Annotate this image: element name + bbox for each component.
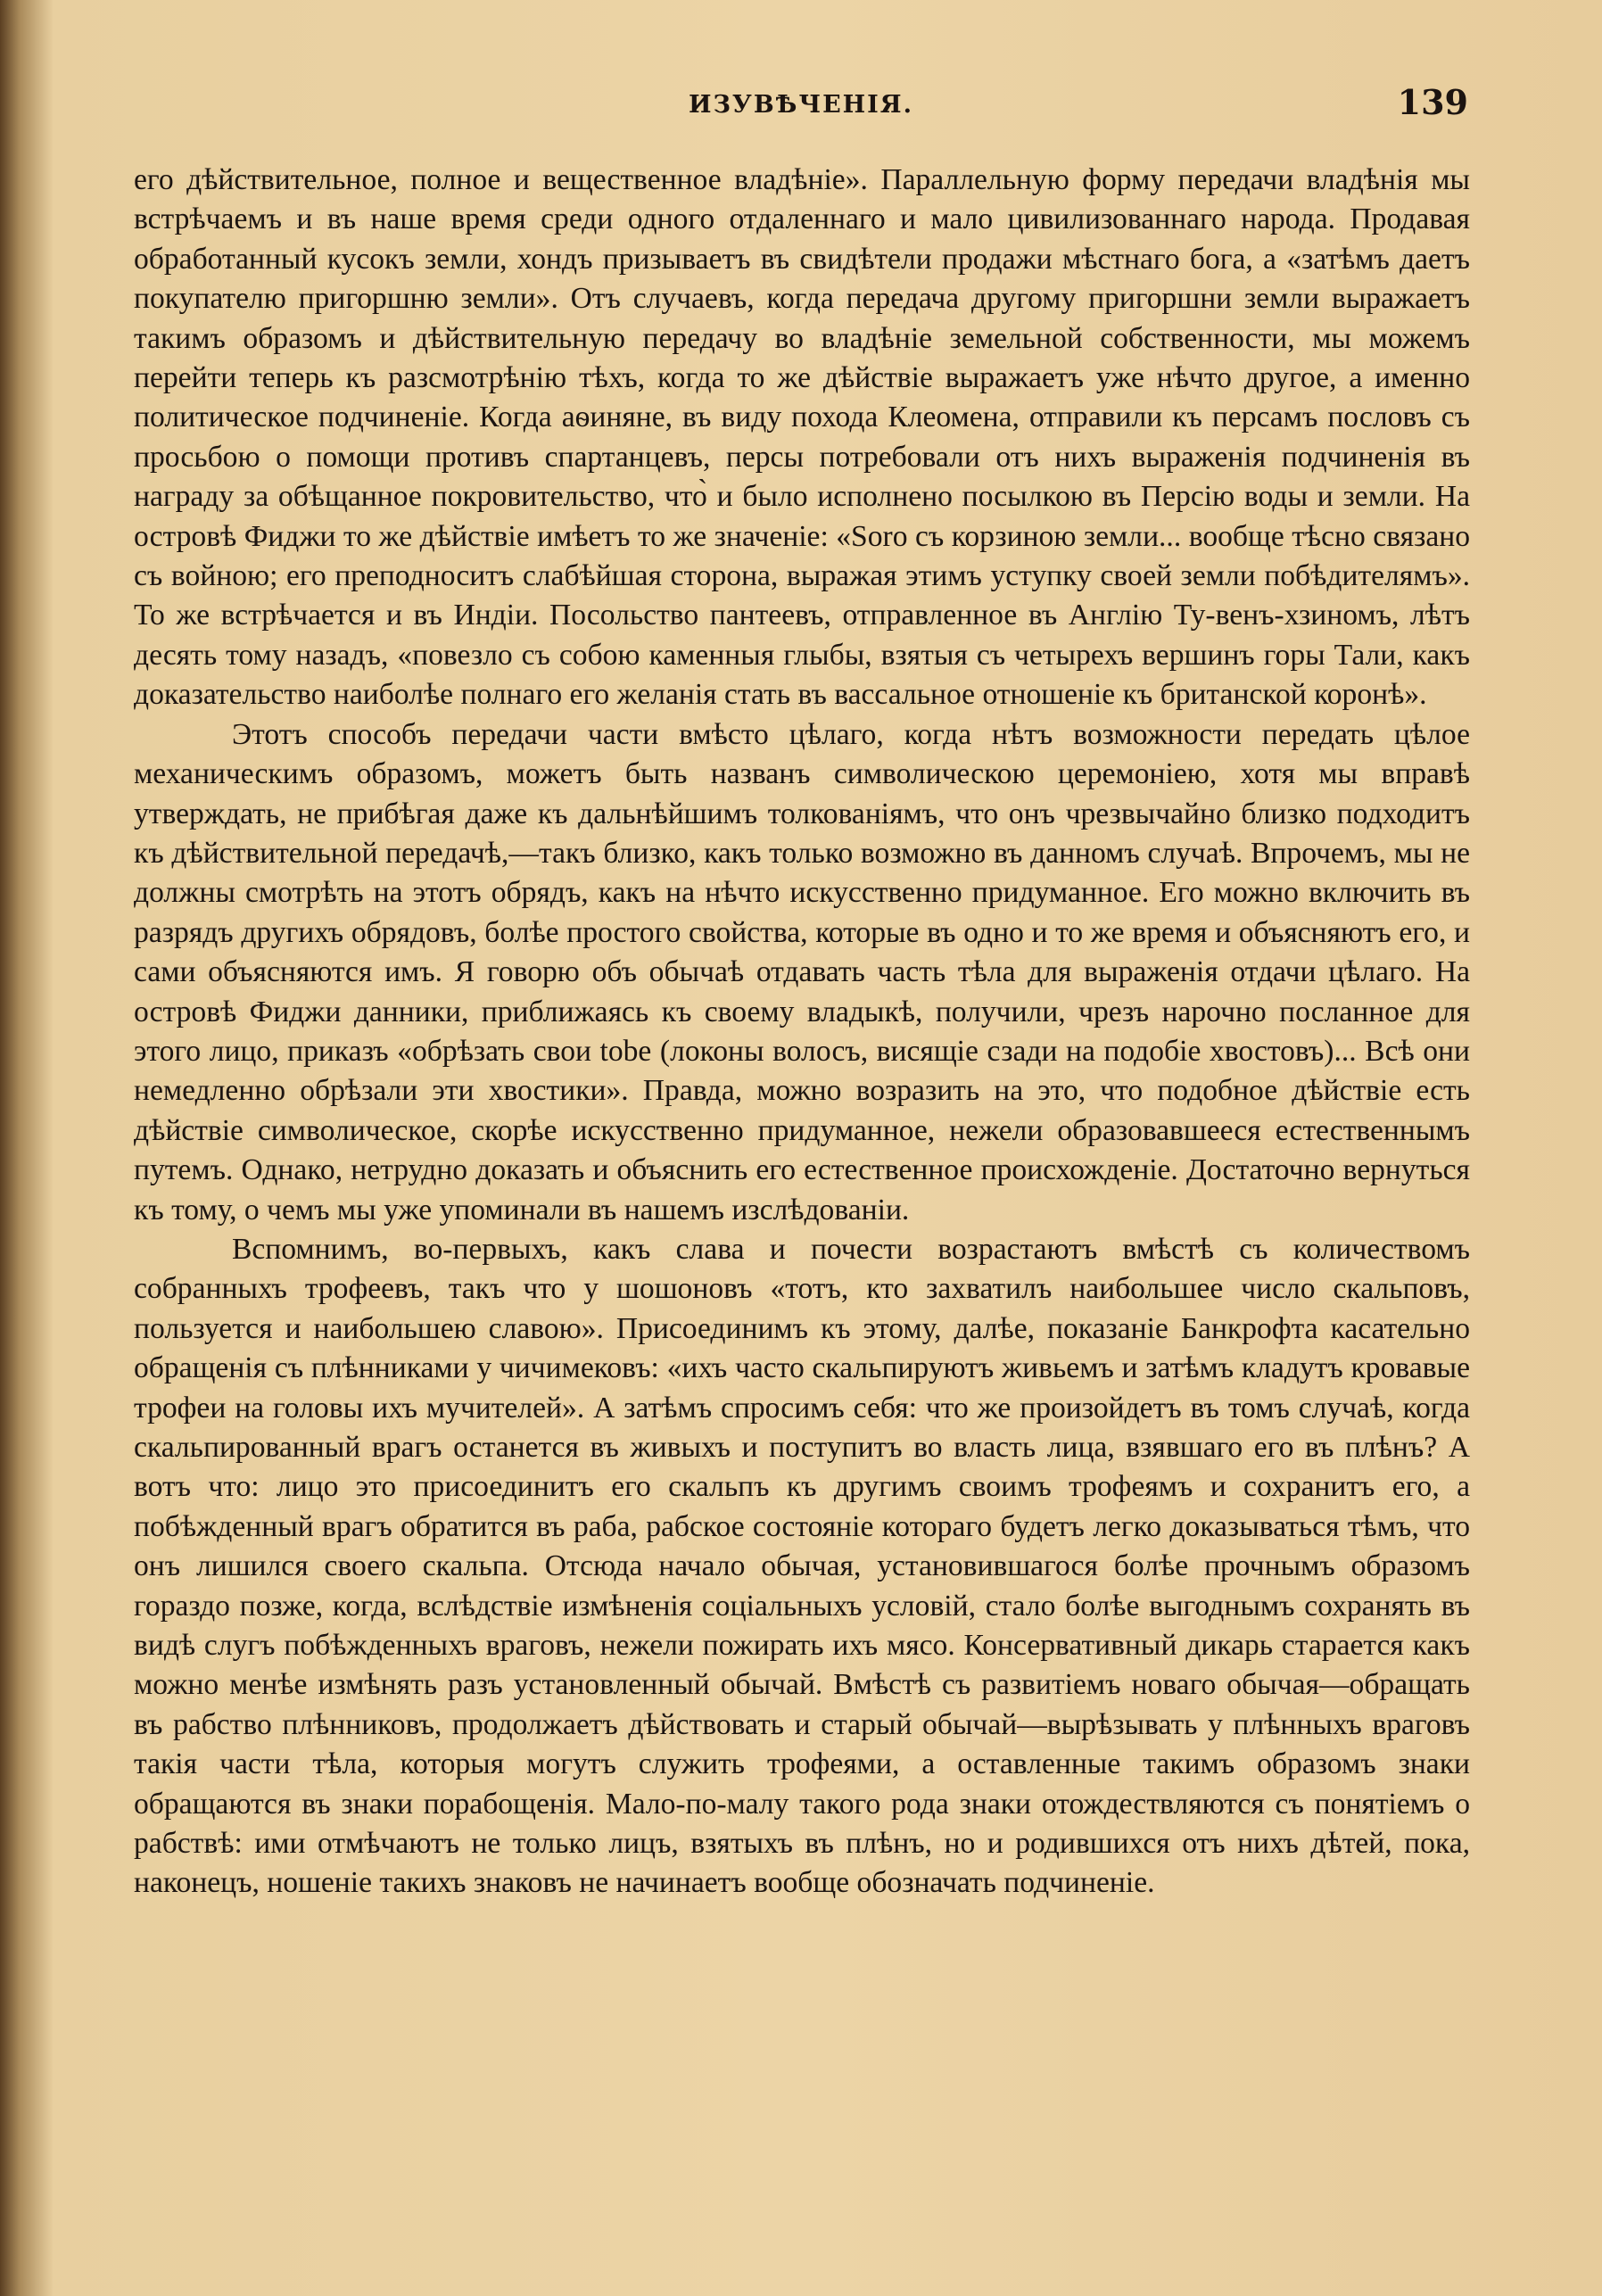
body-text: [134, 161, 1470, 1904]
page-number: 139: [1397, 82, 1468, 122]
running-head: ИЗУВѢЧЕНІЯ.: [688, 91, 914, 119]
paragraph-2: Этотъ способъ передачи части вмѣсто цѣлаго, когда нѣтъ возможности передать цѣлое механическимъ образомъ, можетъ быть названъ символическою церемоніею, хотя мы вправѣ утверждать, не прибѣгая даже къ дальнѣйшимъ толкованіямъ, что онъ чрезвычайно близко подходитъ къ дѣйствительной передачѣ,—такъ близко, какъ только возможно въ данномъ случаѣ. Впрочемъ, мы не должны смотрѣть на этотъ обрядъ, какъ на нѣчто искусственно придуманное. Его можно включить въ разрядъ другихъ обрядовъ, болѣе простого свойства, которые въ одно и то же время и объясняютъ его, и сами объясняются имъ. Я говорю объ обычаѣ отдавать часть тѣла для выраженія отдачи цѣлаго. На островѣ Фиджи данники, приближаясь къ своему владыкѣ, получили, чрезъ нарочно посланное для этого лицо, приказъ «обрѣзать свои tobe (локоны волосъ, висящіе сзади на подобіе хвостовъ)... Всѣ они немедленно обрѣзали эти хвостики». Правда, можно возразить на это, что подобное дѣйствіе есть дѣйствіе символическое, скорѣе искусственно придуманное, нежели образовавшееся естественнымъ путемъ. Однако, нетрудно доказать и объяснить его естественное происхожденіе. Достаточно вернуться къ тому, о чемъ мы уже упоминали въ нашемъ изслѣдованіи.: [134, 717, 1470, 1226]
page-header: [134, 82, 1468, 127]
paragraph-3: Вспомнимъ, во-первыхъ, какъ слава и почести возрастаютъ вмѣстѣ съ количествомъ собранныхъ трофеевъ, такъ что у шошоновъ «тотъ, кто захватилъ наибольшее число скальповъ, пользуется и наибольшею славою». Присоединимъ къ этому, далѣе, показаніе Банкрофта касательно обращенія съ плѣнниками у чичимековъ: «ихъ часто скальпируютъ живьемъ и затѣмъ кладутъ кровавые трофеи на головы ихъ мучителей». А затѣмъ спросимъ себя: что же произойдетъ въ томъ случаѣ, когда скальпированный врагъ останется въ живыхъ и поступитъ во власть лица, взявшаго его въ плѣнъ? А вотъ что: лицо это присоединитъ его скальпъ къ другимъ своимъ трофеямъ и сохранитъ его, а побѣжденный врагъ обратится въ раба, рабское состояніе котораго будетъ легко доказываться тѣмъ, что онъ лишился своего скальпа. Отсюда начало обычая, установившагося болѣе прочнымъ образомъ гораздо позже, когда, вслѣдствіе измѣненія соціальныхъ условій, стало болѣе выгоднымъ сохранять въ видѣ слугъ побѣжденныхъ враговъ, нежели пожирать ихъ мясо. Консервативный дикарь старается какъ можно менѣе измѣнять разъ установленный обычай. Вмѣстѣ съ развитіемъ новаго обычая—обращать въ рабство плѣнниковъ, продолжаетъ дѣйствовать и старый обычай—вырѣзывать у плѣнныхъ враговъ такія части тѣла, которыя могутъ служить трофеями, а оставленные такимъ образомъ знаки обращаются въ знаки порабощенія. Мало-по-малу такого рода знаки отождествляются съ понятіемъ о рабствѣ: ими отмѣчаютъ не только лицъ, взятыхъ въ плѣнъ, но и родившихся отъ нихъ дѣтей, пока, наконецъ, ношеніе такихъ знаковъ не начинаетъ вообще обозначать подчиненіе.: [134, 1232, 1470, 1900]
paragraph-1: его дѣйствительное, полное и вещественное владѣніе». Параллельную форму передачи владѣнія мы встрѣчаемъ и въ наше время среди одного отдаленнаго и мало цивилизованнаго народа. Продавая обработанный кусокъ земли, хондъ призываетъ въ свидѣтели продажи мѣстнаго бога, а «затѣмъ даетъ покупателю пригоршню земли». Отъ случаевъ, когда передача другому пригоршни земли выражаетъ такимъ образомъ и дѣйствительную передачу во владѣніе земельной собственности, мы можемъ перейти теперь къ разсмотрѣнію тѣхъ, когда то же дѣйствіе выражаетъ уже нѣчто другое, а именно политическое подчиненіе. Когда аѳиняне, въ виду похода Клеомена, отправили къ персамъ пословъ съ просьбою о помощи противъ спартанцевъ, персы потребовали отъ нихъ выраженія подчиненія въ награду за обѣщанное покровительство, что̀ и было исполнено посылкою въ Персію воды и земли. На островѣ Фиджи то же дѣйствіе имѣетъ то же значеніе: «Soro съ корзиною земли... вообще тѣсно связано съ войною; его преподноситъ слабѣйшая сторона, выражая этимъ уступку своей земли побѣдителямъ». То же встрѣчается и въ Индіи. Посольство пантеевъ, отправленное въ Англію Ту-венъ-хзиномъ, лѣтъ десять тому назадъ, «повезло съ собою каменныя глыбы, взятыя съ четырехъ вершинъ горы Тали, какъ доказательство наиболѣе полнаго его желанія стать въ вассальное отношеніе къ британской коронѣ».: [134, 163, 1470, 712]
